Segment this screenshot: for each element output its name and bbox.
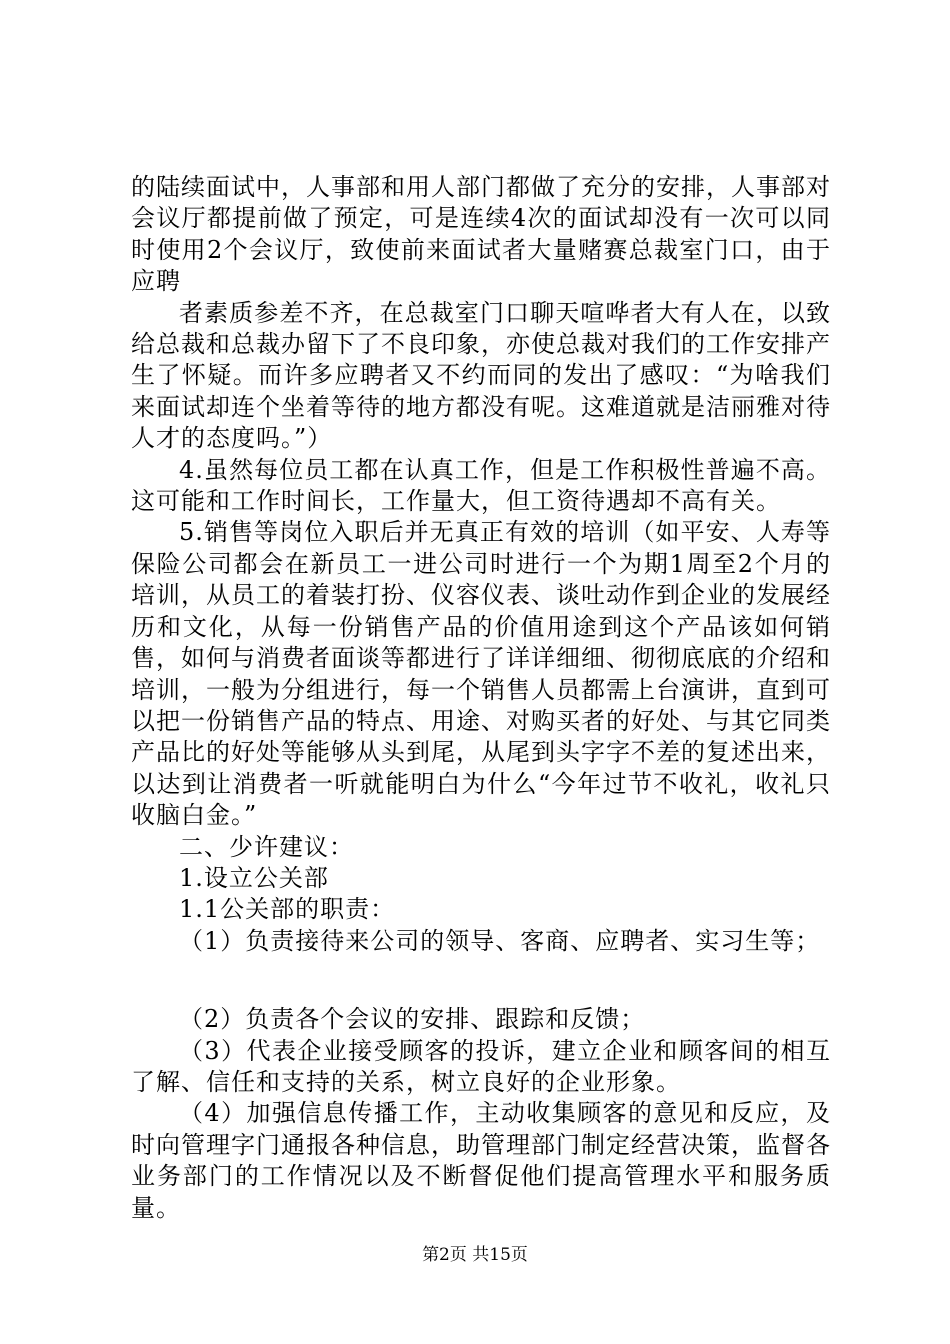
paragraph-sales-training: 5.销售等岗位入职后并无真正有效的培训（如平安、人寿等保险公司都会在新员工一进公司时进行一个为期1周至2个月的培训，从员工的着装打扮、仪容仪表、谈吐动作到企业的发展经历和文化，从每一份销售产品的价值用途到这个产品该如何销售，如何与消费者面谈等都进行了详详细细、彻彻底底的介绍和培训，一般为分组进行，每一个销售人员都需上台演讲，直到可以把一份销售产品的特点、用途、对购买者的好处、与其它同类产品比的好处等能够从头到尾，从尾到头字字不差的复述出来，以达到让消费者一听就能明白为什么“今年过节不收礼，收礼只收脑白金。”: [131, 518, 831, 830]
page-footer: [0, 1244, 950, 1266]
document-body: [131, 172, 831, 1224]
subheading-pr-department: 1.设立公关部: [179, 863, 329, 892]
duty-item-2: （2）负责各个会议的安排、跟踪和反馈；: [179, 1005, 646, 1034]
paragraph-gap: [131, 957, 831, 1004]
page-number: 第2页 共15页: [422, 1245, 528, 1265]
duty-item-3: （3）代表企业接受顾客的投诉，建立企业和顾客间的相互了解、信任和支持的关系，树立良好的企业形象。: [131, 1036, 831, 1096]
section-heading-suggestions: 二、少许建议：: [179, 832, 354, 861]
subheading-pr-duties: 1.1公关部的职责：: [179, 895, 396, 924]
paragraph-applicant-quality: 者素质参差不齐，在总裁室门口聊天喧哗者大有人在，以致给总裁和总裁办留下了不良印象，亦使总裁对我们的工作安排产生了怀疑。而许多应聘者又不约而同的发出了感叹：“为啥我们来面试却连个坐着等待的地方都没有呢。这难道就是洁丽雅对待人才的态度吗。”）: [131, 298, 831, 453]
paragraph-interview-arrangement: 的陆续面试中，人事部和用人部门都做了充分的安排，人事部对会议厅都提前做了预定，可是连续4次的面试却没有一次可以同时使用2个会议厅，致使前来面试者大量赌赛总裁室门口，由于应聘: [131, 173, 831, 296]
duty-item-4: （4）加强信息传播工作，主动收集顾客的意见和反应，及时向管理字门通报各种信息，助管理部门制定经营决策，监督各业务部门的工作情况以及不断督促他们提高管理水平和服务质量。: [131, 1099, 831, 1222]
duty-item-1: （1）负责接待来公司的领导、客商、应聘者、实习生等；: [179, 926, 821, 955]
paragraph-work-enthusiasm: 4.虽然每位员工都在认真工作，但是工作积极性普遍不高。这可能和工作时间长，工作量大，但工资待遇却不高有关。: [131, 455, 831, 516]
